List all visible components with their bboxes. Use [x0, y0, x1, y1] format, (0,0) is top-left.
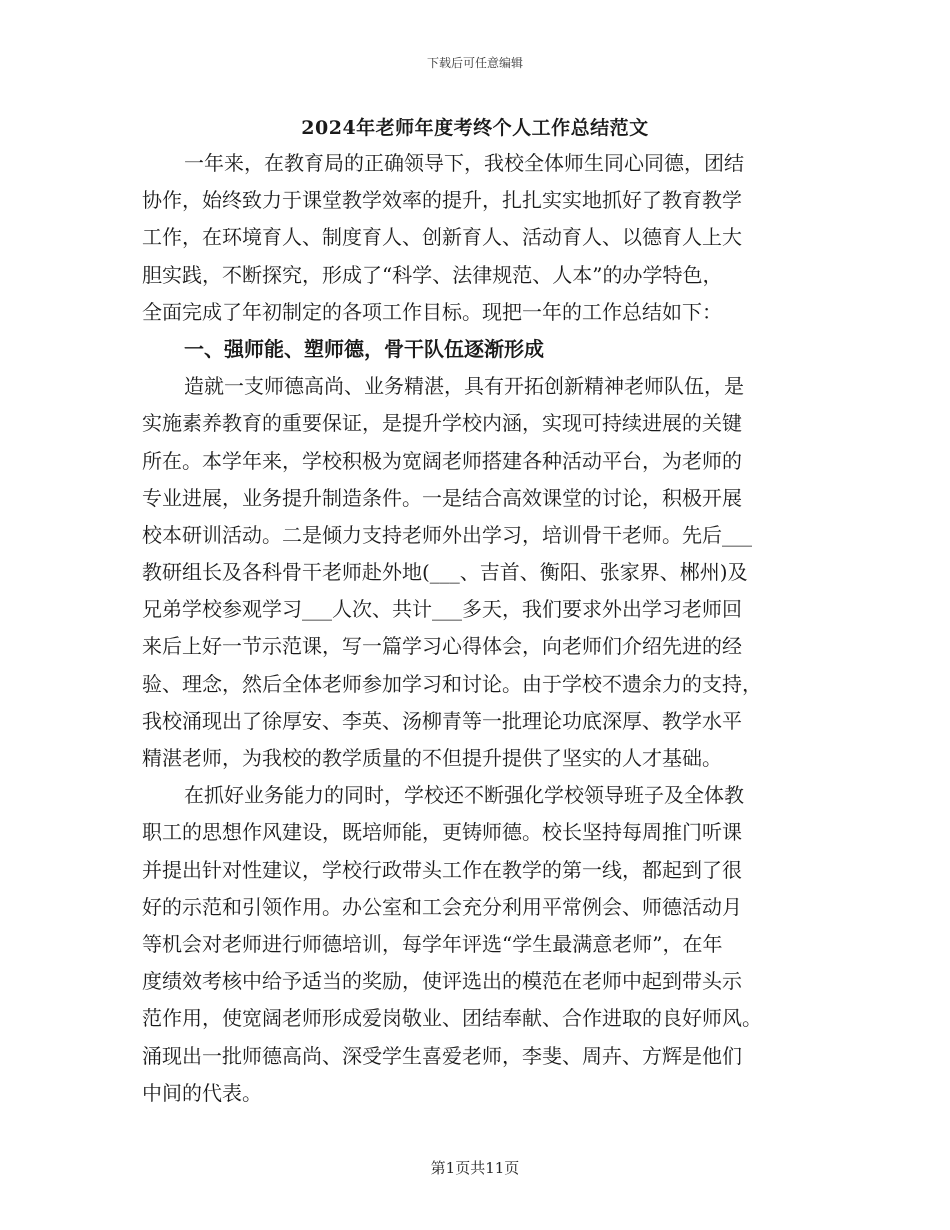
- paragraph-line: 所在。本学年来，学校积极为宽阔老师搭建各种活动平台，为老师的: [142, 448, 742, 473]
- paragraph-line: 实施素养教育的重要保证，是提升学校内涵，实现可持续进展的关键: [142, 411, 742, 436]
- paragraph-line: 范作用，使宽阔老师形成爱岗敬业、团结奉献、合作进取的良好师风。: [142, 1006, 762, 1031]
- paragraph-line: 工作，在环境育人、制度育人、创新育人、活动育人、以德育人上大: [142, 225, 742, 250]
- paragraph-line: 我校涌现出了徐厚安、李英、汤柳青等一批理论功底深厚、教学水平: [142, 708, 742, 733]
- page-number: 第1页共11页: [430, 1159, 520, 1177]
- document-title: 2024年老师年度考终个人工作总结范文: [301, 117, 649, 139]
- paragraph-line: 在抓好业务能力的同时，学校还不断强化学校领导班子及全体教: [184, 783, 744, 808]
- paragraph-line: 造就一支师德高尚、业务精湛，具有开拓创新精神老师队伍，是: [184, 374, 744, 399]
- paragraph-line: 一年来，在教育局的正确领导下，我校全体师生同心同德，团结: [184, 151, 744, 175]
- paragraph-line: 兄弟学校参观学习___人次、共计___多天，我们要求外出学习老师回: [142, 597, 742, 622]
- paragraph-line: 校本研训活动。二是倾力支持老师外出学习，培训骨干老师。先后___: [142, 522, 752, 547]
- header-note: 下载后可任意编辑: [426, 56, 523, 70]
- section-heading: 一、强师能、塑师德，骨干队伍逐渐形成: [184, 336, 544, 361]
- paragraph-line: 专业进展，业务提升制造条件。一是结合高效课堂的讨论，积极开展: [142, 485, 742, 510]
- paragraph-line: 全面完成了年初制定的各项工作目标。现把一年的工作总结如下：: [142, 299, 722, 324]
- paragraph-line: 度绩效考核中给予适当的奖励，使评选出的模范在老师中起到带头示: [142, 969, 742, 994]
- paragraph-line: 等机会对老师进行师德培训，每学年评选“学生最满意老师”，在年: [142, 931, 723, 956]
- paragraph-line: 胆实践，不断探究，形成了“科学、法律规范、人本”的办学特色，: [142, 262, 723, 287]
- paragraph-line: 协作，始终致力于课堂教学效率的提升，扎扎实实地抓好了教育教学: [142, 188, 742, 213]
- paragraph-line: 并提出针对性建议，学校行政带头工作在教学的第一线，都起到了很: [142, 857, 742, 882]
- document-body: [142, 145, 806, 1112]
- paragraph-line: 涌现出一批师德高尚、深受学生喜爱老师，李斐、周卉、方辉是他们: [142, 1043, 742, 1068]
- paragraph-line: 教研组长及各科骨干老师赴外地(___、吉首、衡阳、张家界、郴州)及: [142, 560, 748, 585]
- paragraph-line: 来后上好一节示范课，写一篇学习心得体会，向老师们介绍先进的经: [142, 634, 742, 659]
- paragraph-line: 好的示范和引领作用。办公室和工会充分利用平常例会、师德活动月: [142, 894, 742, 919]
- paragraph-line: 验、理念，然后全体老师参加学习和讨论。由于学校不遗余力的支持，: [142, 671, 762, 696]
- paragraph-line: 职工的思想作风建设，既培师能，更铸师德。校长坚持每周推门听课: [142, 820, 742, 845]
- paragraph-line: 精湛老师，为我校的教学质量的不但提升提供了坚实的人才基础。: [142, 746, 722, 770]
- paragraph-line: 中间的代表。: [142, 1080, 262, 1105]
